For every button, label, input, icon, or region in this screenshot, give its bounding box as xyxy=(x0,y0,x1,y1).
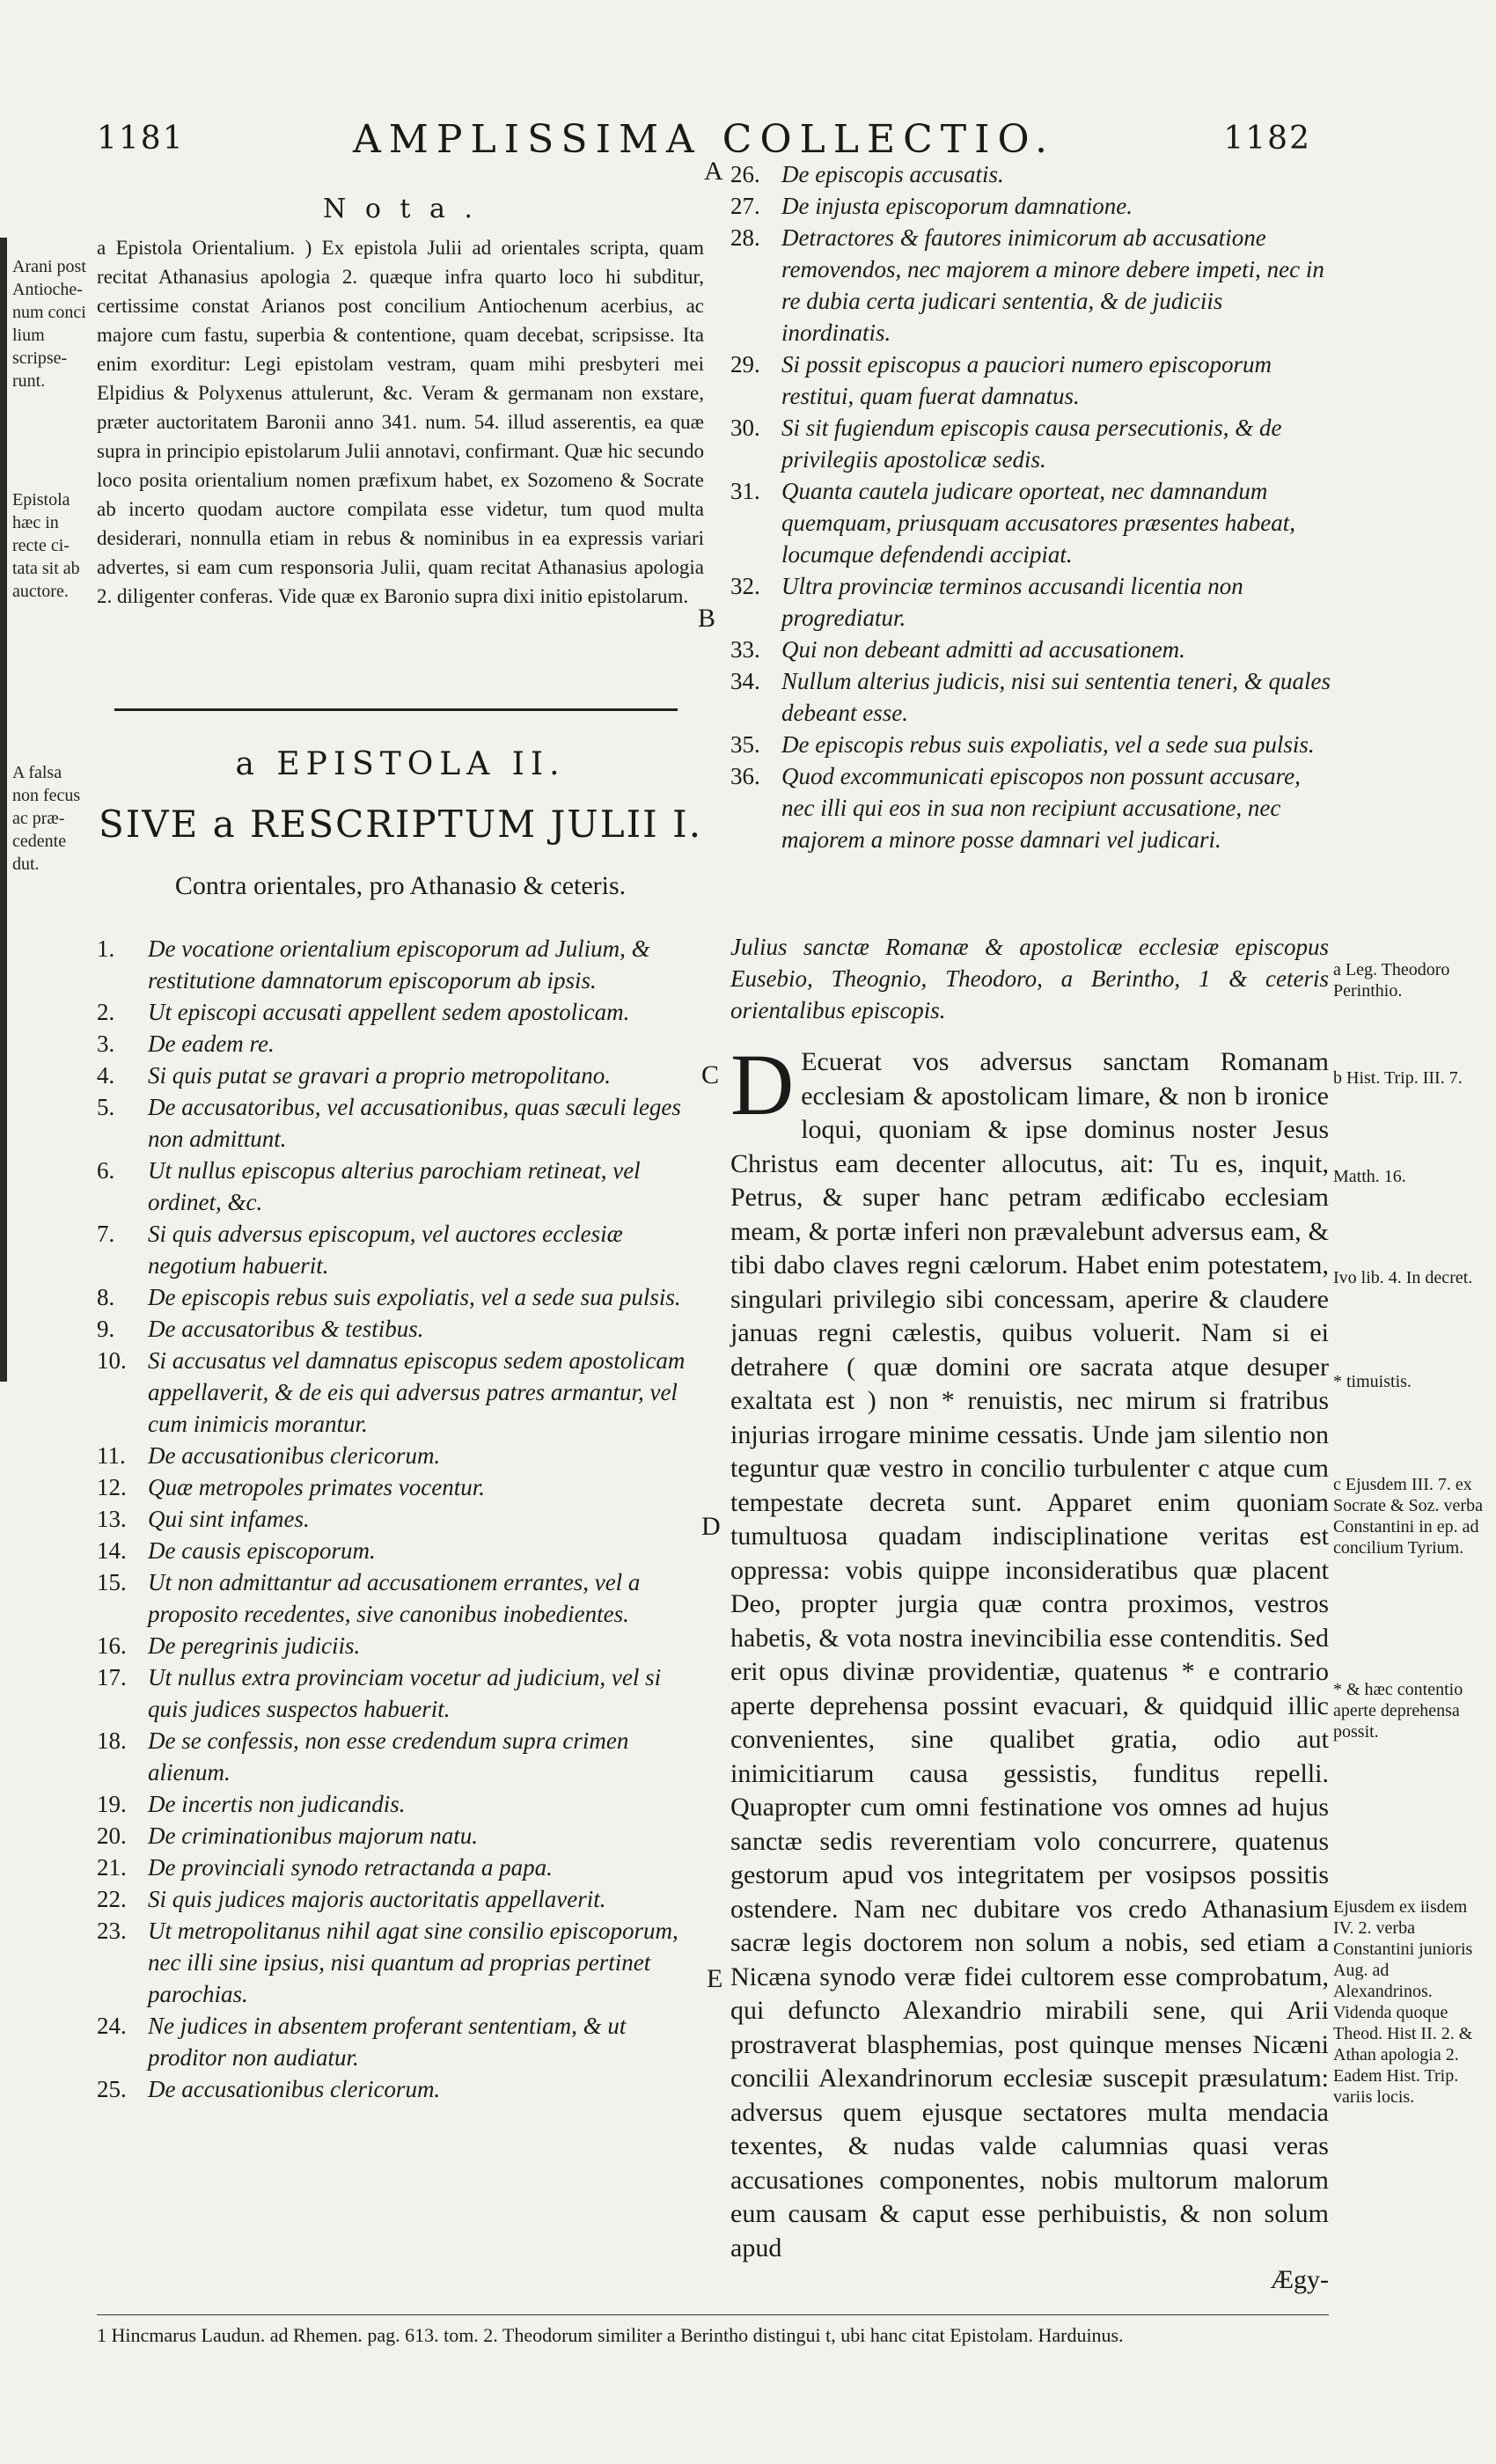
toc-item-text: De accusationibus clericorum. xyxy=(148,1442,441,1469)
toc-item xyxy=(730,348,1338,412)
toc-item-text: Qui non debeant admitti ad accusationem. xyxy=(781,636,1185,663)
toc-item xyxy=(97,1661,704,1725)
gutter-note-1: Arani post Antioche- num conci lium scripse- runt. xyxy=(12,257,86,391)
toc-item xyxy=(730,729,1338,760)
sidenote-2: b Hist. Trip. III. 7. xyxy=(1333,1068,1463,1088)
toc-item-number: 7. xyxy=(97,1221,115,1247)
toc-item-text: De episcopis rebus suis expoliatis, vel a sede sua pulsis. xyxy=(148,1284,681,1310)
epistola-heading xyxy=(97,746,704,782)
toc-item xyxy=(97,1028,704,1060)
toc-item-number: 33. xyxy=(730,636,760,663)
toc-item-text: De episcopis rebus suis expoliatis, vel a sede sua pulsis. xyxy=(781,731,1315,758)
toc-item-number: 10. xyxy=(97,1347,127,1374)
toc-item-number: 12. xyxy=(97,1474,127,1500)
toc-item-number: 31. xyxy=(730,478,760,504)
toc-item-number: 8. xyxy=(97,1284,115,1310)
toc-item xyxy=(97,1060,704,1091)
toc-item-number: 30. xyxy=(730,414,760,441)
toc-item xyxy=(730,634,1338,665)
toc-item xyxy=(97,1471,704,1503)
toc-item xyxy=(97,1281,704,1313)
toc-item xyxy=(97,1218,704,1281)
toc-item-number: 1. xyxy=(97,935,115,962)
toc-item-text: Si accusatus vel damnatus episcopus sedem apostolicam appellaverit, & de eis qui adversus patres armantur, vel cum inimicis morantur. xyxy=(148,1347,686,1437)
footnote-rule xyxy=(97,2314,1329,2315)
toc-item-number: 18. xyxy=(97,1727,127,1754)
section-rule xyxy=(114,708,678,711)
toc-item-number: 20. xyxy=(97,1822,127,1849)
address-text: Julius sanctæ Romanæ & apostolicæ ecclesiæ episcopus Eusebio, Theognio, Theodoro, a Berintho, 1 & ceteris orientalibus episcopis. xyxy=(730,934,1329,1023)
toc-item-number: 23. xyxy=(97,1918,127,1944)
toc-item-text: Ut non admittantur ad accusationem errantes, vel a proposito recedentes, sive canonibus inobedientes. xyxy=(148,1569,641,1627)
toc-item-text: Si sit fugiendum episcopis causa persecutionis, & de privilegiis apostolicæ sedis. xyxy=(781,414,1282,473)
toc-item-number: 4. xyxy=(97,1062,115,1089)
toc-item-number: 25. xyxy=(97,2076,127,2102)
sidenote-3: Matth. 16. xyxy=(1333,1167,1406,1186)
toc-item xyxy=(97,933,704,996)
toc-item xyxy=(730,760,1338,855)
page-number-left: 1181 xyxy=(97,121,185,157)
toc-item xyxy=(730,158,1338,190)
letter-body xyxy=(730,1036,1329,2295)
toc-item xyxy=(730,222,1338,348)
toc-item-number: 15. xyxy=(97,1569,127,1595)
toc-item xyxy=(730,665,1338,729)
toc-item xyxy=(97,2073,704,2105)
toc-item-number: 34. xyxy=(730,668,760,694)
toc-right xyxy=(730,158,1338,855)
toc-item-text: De vocatione orientalium episcoporum ad Julium, & restitutione damnatorum episcoporum ab ipsis. xyxy=(148,935,650,994)
toc-item-number: 28. xyxy=(730,224,760,251)
toc-item-text: De incertis non judicandis. xyxy=(148,1791,406,1817)
sidenote-1: a Leg. Theodoro Perinthio. xyxy=(1333,960,1450,1001)
toc-item xyxy=(97,1313,704,1345)
toc-item xyxy=(97,1091,704,1155)
toc-item-number: 3. xyxy=(97,1030,115,1057)
nota-text: a Epistola Orientalium. ) Ex epistola Julii ad orientales scripta, quam recitat Athanasius apologia 2. quæque infra quarto loco hi subditur, certissime constat Arianos post concilium Antiochenum acerbius, ac majore cum fastu, superbia & contentione, quam decebat, scripsisse. Ita enim exorditur: Legi epistolam vestram, quam mihi presbyteri mei Elpidius & Polyxenus attulerunt, &c. Veram & germanam non exstare, præter auctoritatem Baronii anno 341. num. 54. illud asserentis, ea quæ supra in principio epistolarum Julii annotavi, confirmant. Quæ hic secundo loco posita orientalium nomen præfixum habet, ex Sozomeno & Socrate ab incerto quodam auctore compilata esse videtur, tum quod multa desiderari, nonnulla etiam in rebus & nominibus in ea expressis variari advertes, si eam cum responsoria Julii, quam recitat Athanasius apologia 2. diligenter conferas. Vide quæ ex Baronio supra dixi initio epistolarum. xyxy=(97,237,704,607)
toc-item-text: De accusatoribus & testibus. xyxy=(148,1316,424,1342)
toc-item xyxy=(97,2010,704,2073)
toc-item xyxy=(97,1566,704,1630)
sidenote-6: c Ejusdem III. 7. ex Socrate & Soz. verba Constantini in ep. ad concilium Tyrium. xyxy=(1333,1475,1483,1558)
toc-item-text: Quæ metropoles primates vocentur. xyxy=(148,1474,485,1500)
toc-item-number: 11. xyxy=(97,1442,126,1469)
sidenote-8: Ejusdem ex iisdem IV. 2. verba Constantini junioris Aug. ad Alexandrinos. Videnda quoque Theod. Hist II. 2. & Athan apologia 2. Eadem Hist. Trip. variis locis. xyxy=(1333,1897,1473,2107)
toc-item-number: 21. xyxy=(97,1854,127,1881)
left-column xyxy=(97,194,704,611)
toc-item-text: De accusatoribus, vel accusationibus, quas sæculi leges non admittunt. xyxy=(148,1094,681,1152)
toc-item-number: 29. xyxy=(730,351,760,378)
toc-item-number: 17. xyxy=(97,1664,127,1690)
toc-item xyxy=(730,475,1338,570)
toc-list-left xyxy=(97,933,704,2105)
toc-item xyxy=(97,1503,704,1535)
toc-item-text: Si quis judices majoris auctoritatis appellaverit. xyxy=(148,1886,606,1912)
toc-item xyxy=(97,1852,704,1883)
toc-item-text: Detractores & fautores inimicorum ab accusatione removendos, nec majorem a minore debere impeti, nec in re dubia certa judicari sententia, & de judiciis inordinatis. xyxy=(781,224,1324,346)
section-marker-d: D xyxy=(701,1512,721,1541)
toc-item-number: 6. xyxy=(97,1157,115,1184)
toc-item-text: De provinciali synodo retractanda a papa. xyxy=(148,1854,553,1881)
gutter-note-2: Epistola hæc in recte ci- tata sit ab auctore. xyxy=(12,490,80,601)
sidenote-5: * timuistis. xyxy=(1333,1372,1412,1391)
section-marker-c: C xyxy=(701,1060,720,1089)
section-marker-b: B xyxy=(698,604,716,633)
toc-item xyxy=(97,1345,704,1440)
toc-item xyxy=(97,1535,704,1566)
toc-item-number: 22. xyxy=(97,1886,127,1912)
footnote: 1 Hincmarus Laudun. ad Rhemen. pag. 613. tom. 2. Theodorum similiter a Berintho distingui t, ubi hanc citat Epistolam. Harduinus. xyxy=(97,2324,1124,2346)
toc-item xyxy=(97,1915,704,2010)
body-text: Ecuerat vos adversus sanctam Romanam ecclesiam & apostolicam limare, & non b ironice loqui, quoniam & ipse dominus noster Jesus Christus eam decenter allocutus, ait: Tu es, inquit, Petrus, & super hanc petram ædificabo ecclesiam meam, & portæ inferi non prævalebunt adversus eam, & tibi dabo claves regni cælorum. Habet enim potestatem, singulari privilegio sibi concessam, aperire & claudere januas regni cælestis, quibus voluerit. Nam si ei detrahere ( quæ domini ore sacrata atque desuper exaltata est ) non * renuistis, nec mirum si fratribus injurias irrogare minime cessatis. Unde jam silentio non teguntur quæ vestro in concilio turbulenter c atque cum tempestate decreta sunt. Apparet enim quoniam tumultuosa quadam indisciplinatione veritas est oppressa: vobis quippe inconsideratibus quæ placent Deo, propter jurgia quæ contra proximos, vestros habetis, & vota nostra inevincibilia esse contenditis. Sed erit opus divinæ providentiæ, quatenus * e contrario aperte deprehensa possint evacuari, & quidquid illic convenientes, sine qualibet gratia, odio aut inimicitiarum causa gessistis, funditus repelli. Quapropter cum omni festinatione vos omnes ad hujus sanctæ sedis reverentiam volo concurrere, quatenus gestorum apud vos integritatem per vosipsos possitis ostendere. Nam nec dubitare vos credo Athanasium sacræ legis doctorem non solum a nobis, sed etiam a Nicæna synodo veræ fidei cultorem esse comprobatum, qui defuncto Alexandrio mirabili sene, qui Arii prostraverat blasphemias, post quinque menses Nicæni concilii Alexandrinorum ecclesiæ suscepit præsulatum: adversus quem ejusque sectatores multa mendacia texentes, & nudas valde calumnias quasi veras accusationes componentes, nobis multorum malorum eum causam & caput esse perhibuistis, & non solum apud xyxy=(730,1047,1329,2262)
toc-item-text: Nullum alterius judicis, nisi sui sententia teneri, & quales debeant esse. xyxy=(781,668,1331,726)
toc-item-text: Ut episcopi accusati appellent sedem apostolicam. xyxy=(148,999,630,1025)
toc-item-text: De peregrinis judiciis. xyxy=(148,1632,361,1659)
toc-item-number: 26. xyxy=(730,161,760,187)
toc-item-text: Quod excommunicati episcopos non possunt accusare, nec illi qui eos in sua non recipiunt accusatione, nec majorem a minore posse damnari vel judicari. xyxy=(781,763,1301,853)
toc-item xyxy=(97,1820,704,1852)
toc-item-text: Si quis putat se gravari a proprio metropolitano. xyxy=(148,1062,612,1089)
toc-item-text: De criminationibus majorum natu. xyxy=(148,1822,478,1849)
toc-item-number: 9. xyxy=(97,1316,115,1342)
page-header xyxy=(97,110,1311,163)
toc-item-text: Ne judices in absentem proferant sententiam, & ut proditor non audiatur. xyxy=(148,2013,627,2071)
toc-item-text: Quanta cautela judicare oporteat, nec damnandum quemquam, priusquam accusatores præsentes habeat, locumque defendendi accipiat. xyxy=(781,478,1295,568)
toc-item xyxy=(730,412,1338,475)
toc-item-text: Si quis adversus episcopum, vel auctores ecclesiæ negotium habuerit. xyxy=(148,1221,623,1279)
toc-item xyxy=(97,1440,704,1471)
sidenote-4: Ivo lib. 4. In decret. xyxy=(1333,1268,1473,1287)
gutter-shadow xyxy=(0,238,7,1382)
toc-item xyxy=(97,1788,704,1820)
address-block xyxy=(730,931,1329,1026)
body-paragraph xyxy=(730,1036,1329,2265)
toc-item xyxy=(730,570,1338,634)
toc-item-text: De causis episcoporum. xyxy=(148,1537,376,1564)
nota-title: N o t a . xyxy=(323,194,478,224)
toc-item-text: De accusationibus clericorum. xyxy=(148,2076,441,2102)
toc-item-number: 14. xyxy=(97,1537,127,1564)
toc-item-text: De injusta episcoporum damnatione. xyxy=(781,193,1133,219)
toc-item-number: 36. xyxy=(730,763,760,789)
toc-item-number: 24. xyxy=(97,2013,127,2039)
sidenote-7: * & hæc contentio aperte deprehensa possit. xyxy=(1333,1680,1463,1742)
toc-item-text: Ut nullus episcopus alterius parochiam retineat, vel ordinet, &c. xyxy=(148,1157,641,1215)
catchword: Ægy- xyxy=(1270,2265,1329,2294)
page-number-right: 1182 xyxy=(1223,121,1311,157)
toc-left xyxy=(97,933,704,2105)
toc-item xyxy=(97,1630,704,1661)
epistola-title: a EPISTOLA II. xyxy=(235,746,566,782)
toc-item-number: 27. xyxy=(730,193,760,219)
toc-item xyxy=(97,1883,704,1915)
running-title: AMPLISSIMA COLLECTIO. xyxy=(353,117,1055,162)
toc-item-text: De episcopis accusatis. xyxy=(781,161,1004,187)
toc-item xyxy=(97,1155,704,1218)
toc-item-number: 19. xyxy=(97,1791,127,1817)
epistola-subheading xyxy=(97,803,704,846)
toc-list-right xyxy=(730,158,1338,855)
toc-item-number: 2. xyxy=(97,999,115,1025)
toc-item-text: Si possit episcopus a pauciori numero episcoporum restitui, quam fuerat damnatus. xyxy=(781,351,1272,409)
epistola-contra: Contra orientales, pro Athanasio & ceteris. xyxy=(174,871,627,900)
gutter-note-3: A falsa non fecus ac præ- cedente dut. xyxy=(12,763,81,874)
section-marker-e: E xyxy=(707,1964,723,1993)
toc-item-number: 16. xyxy=(97,1632,127,1659)
toc-item-text: Ut metropolitanus nihil agat sine consilio episcoporum, nec illi sine ipsius, nisi quantum ad proprias pertinet parochias. xyxy=(148,1918,678,2007)
toc-item xyxy=(730,190,1338,222)
drop-cap: D xyxy=(730,1036,795,1133)
toc-item-number: 32. xyxy=(730,573,760,599)
toc-item-number: 13. xyxy=(97,1506,127,1532)
section-marker-a: A xyxy=(704,157,723,186)
toc-item-number: 35. xyxy=(730,731,760,758)
toc-item xyxy=(97,1725,704,1788)
epistola-subtitle: SIVE a RESCRIPTUM JULII I. xyxy=(98,803,703,846)
toc-item xyxy=(97,996,704,1028)
toc-item-text: Ultra provinciæ terminos accusandi licentia non progrediatur. xyxy=(781,573,1243,631)
toc-item-number: 5. xyxy=(97,1094,115,1120)
epistola-contra-block xyxy=(97,871,704,901)
toc-item-text: De eadem re. xyxy=(148,1030,275,1057)
toc-item-text: De se confessis, non esse credendum supra crimen alienum. xyxy=(148,1727,629,1786)
toc-item-text: Qui sint infames. xyxy=(148,1506,310,1532)
toc-item-text: Ut nullus extra provinciam vocetur ad judicium, vel si quis judices suspectos habuerit. xyxy=(148,1664,662,1722)
